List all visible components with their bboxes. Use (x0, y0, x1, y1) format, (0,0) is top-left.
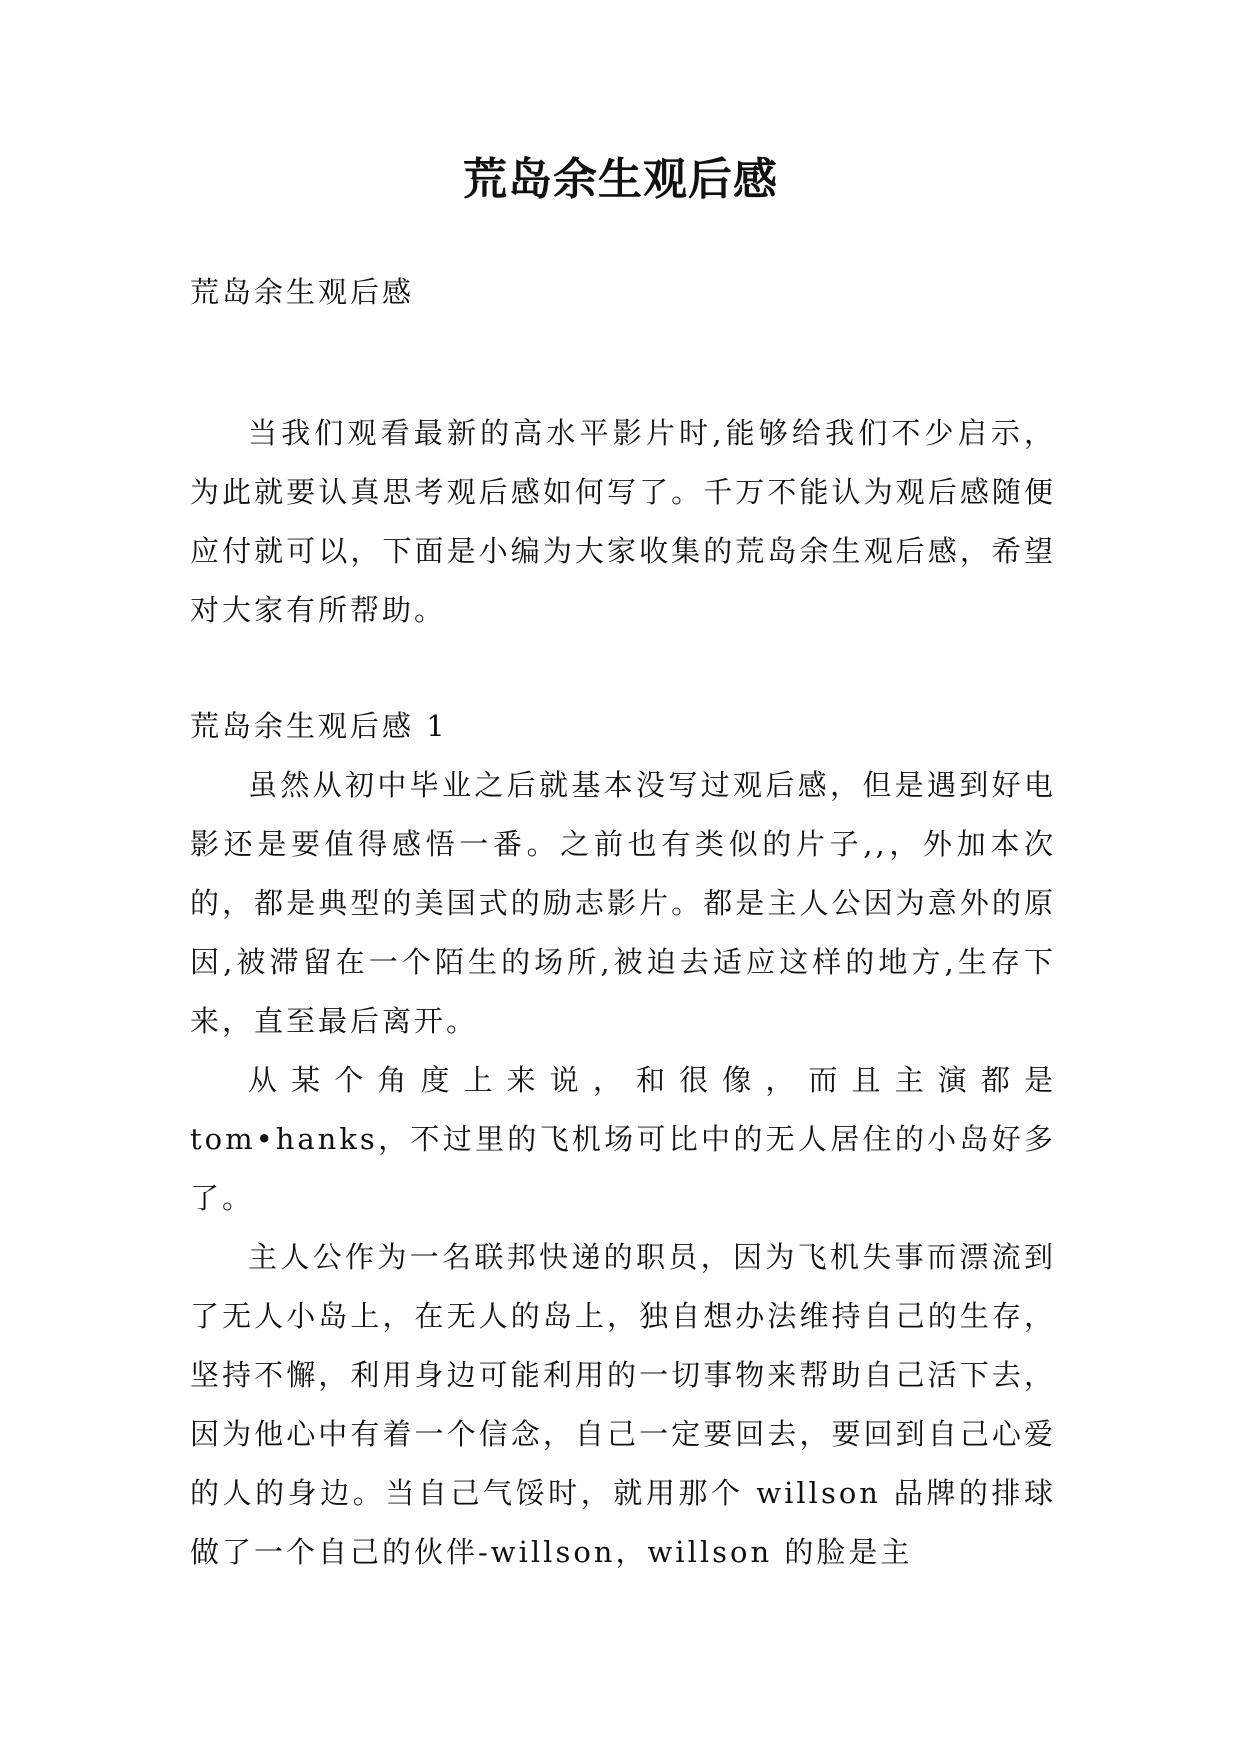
document-subtitle: 荒岛余生观后感 (190, 275, 415, 309)
body-paragraph-2: 从某个角度上来说，和很像，而且主演都是 tom•hanks，不过里的飞机场可比中的无人居住的小岛好多了。 (190, 1063, 1056, 1215)
body-paragraph-1: 虽然从初中毕业之后就基本没写过观后感，但是遇到好电影还是要值得感悟一番。之前也有类似的片子,,，外加本次的，都是典型的美国式的励志影片。都是主人公因为意外的原因,被滞留在一个陌生的场所,被迫去适应这样的地方,生存下来，直至最后离开。 (190, 768, 1056, 1038)
body-paragraph-3: 主人公作为一名联邦快递的职员，因为飞机失事而漂流到了无人小岛上，在无人的岛上，独自想办法维持自己的生存，坚持不懈，利用身边可能利用的一切事物来帮助自己活下去，因为他心中有着一个信念，自己一定要回去，要回到自己心爱的人的身边。当自己气馁时，就用那个 willson 品牌的排球做了一个自己的伙伴-willson，willson 的脸是主 (190, 1240, 1056, 1569)
intro-paragraph: 当我们观看最新的高水平影片时,能够给我们不少启示，为此就要认真思考观后感如何写了。千万不能认为观后感随便应付就可以，下面是小编为大家收集的荒岛余生观后感，希望对大家有所帮助。 (190, 416, 1056, 627)
document-title: 荒岛余生观后感 (463, 154, 778, 205)
section-heading: 荒岛余生观后感 1 (190, 709, 448, 743)
section-body (190, 756, 1056, 1582)
intro-paragraph-container (190, 404, 1056, 640)
